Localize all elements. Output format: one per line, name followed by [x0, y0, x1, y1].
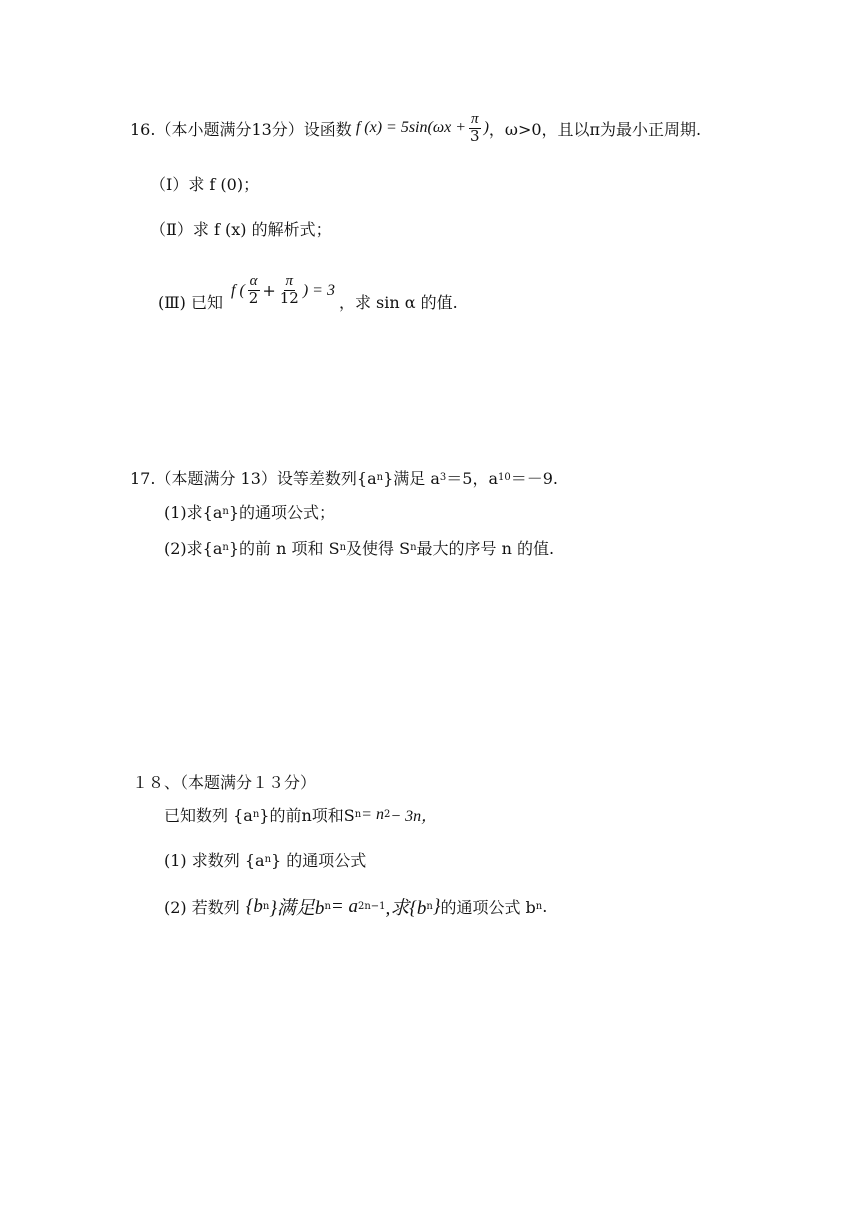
q17-part2-mid2: 及使得 S — [346, 539, 411, 558]
q16-part3-frac-b — [278, 274, 301, 307]
q18-given-sub: n — [252, 809, 260, 820]
q17-part1-tail: }的通项公式； — [228, 503, 336, 522]
q18-given-eq: = n — [361, 805, 384, 823]
q16-part1 — [150, 172, 259, 195]
q17-part1-text: (1)求{a — [164, 503, 223, 522]
q16-part3-frac-a-num: α — [249, 273, 258, 290]
q16-part3-frac-a — [247, 274, 261, 307]
q18-part1-tail: } 的通项公式 — [271, 851, 367, 870]
q17-header-mid: }满足 a — [383, 469, 440, 488]
q18-part1-text: (1) 求数列 {a — [164, 851, 265, 870]
q16-part3-frac-a-den: 2 — [248, 289, 259, 307]
q17-a10-sub: 10 — [498, 472, 511, 483]
q18-part2 — [164, 893, 547, 920]
q16-part2-text: （Ⅱ）求 f (x) 的解析式； — [150, 220, 332, 239]
q18-header-text: １８、（本题满分１３分） — [132, 773, 317, 792]
q18-part2-eq: = a — [330, 895, 358, 917]
q17-header — [130, 466, 558, 489]
q17-a10-val: ＝－9. — [510, 469, 559, 488]
q17-part2-sub: n — [222, 542, 229, 553]
q17-part2-sub3: n — [410, 542, 417, 553]
q16-part3-prefix: (Ⅲ) 已知 — [158, 293, 224, 312]
q16-part3-frac-b-num: π — [285, 273, 294, 290]
q16-part1-text: （Ⅰ）求 f (0)； — [150, 175, 260, 194]
q17-part1-sub: n — [222, 506, 229, 517]
q18-given-prefix: 已知数列 {a — [164, 806, 253, 825]
q18-part1 — [164, 848, 366, 871]
q18-part2-b-sub: n — [262, 901, 270, 912]
q18-part2-mid: ,求{b — [385, 898, 427, 919]
q18-given-tail: − 3n， — [390, 808, 438, 825]
q16-part3-frac-b-den: 12 — [279, 289, 299, 307]
q17-part2-text: (2)求{a — [164, 539, 223, 558]
q16-function-close: ) — [483, 119, 489, 137]
q18-part2-a-sub: 2n−1 — [357, 901, 386, 912]
q18-given-sub2: n — [354, 809, 362, 820]
q17-a3-sub: 3 — [439, 472, 447, 483]
q17-part2-sub2: n — [339, 542, 347, 553]
q16-header — [130, 112, 701, 145]
q18-part2-end: . — [542, 897, 548, 916]
q18-part2-text: (2) 若数列 — [164, 898, 240, 917]
q17-a3-val: ＝5，a — [446, 469, 498, 488]
q16-frac-numerator: π — [471, 111, 479, 127]
q18-part2-tail-sub: n — [535, 901, 543, 912]
q16-fraction — [468, 112, 482, 145]
q18-part2-tail: 的通项公式 b — [440, 898, 536, 917]
q16-part3 — [158, 268, 458, 313]
q18-header — [132, 770, 316, 793]
q17-header-sub: n — [376, 472, 384, 483]
q18-part2-b-tail: }满足b — [269, 898, 325, 919]
q17-part2-mid: }的前 n 项和 S — [228, 539, 340, 558]
q16-prefix: 16.（本小题满分13分）设函数 — [130, 119, 352, 139]
q16-part3-eq: ) = 3 — [302, 281, 335, 299]
q18-part2-b: {b — [245, 895, 263, 917]
q16-function-lhs: f (x) = 5sin(ωx + — [355, 119, 467, 137]
q18-part2-bn-sub: n — [324, 901, 331, 912]
q17-part2-tail: 最大的序号 n 的值. — [416, 539, 555, 558]
q16-part3-tail: ，求 sin α 的值. — [338, 293, 458, 312]
q17-part1 — [164, 500, 335, 523]
q16-tail: ，ω>0，且以π为最小正周期. — [488, 119, 702, 139]
q18-part2-mid-tail: } — [432, 895, 441, 917]
q18-given-sup: 2 — [383, 809, 391, 820]
q18-given-mid: }的前n项和S — [259, 806, 355, 825]
q17-header-text: 17.（本题满分 13）设等差数列{a — [130, 469, 377, 488]
q17-part2 — [164, 536, 554, 559]
q16-part3-f: f ( — [231, 281, 245, 299]
q16-frac-denominator: 3 — [470, 126, 480, 145]
q18-part2-mid-sub: n — [426, 901, 433, 912]
q18-given — [164, 803, 437, 826]
q16-part2 — [150, 217, 332, 240]
q18-part1-sub: n — [264, 854, 272, 865]
q16-part3-plus: + — [262, 281, 276, 300]
